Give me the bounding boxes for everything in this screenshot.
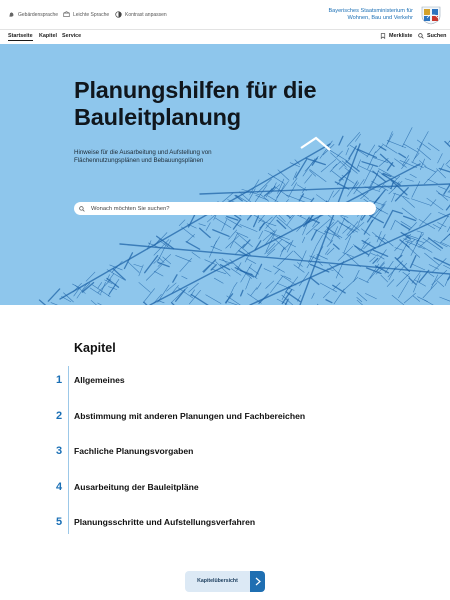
chapter-item-4[interactable]: [56, 473, 386, 493]
ministry-line-1: Bayerisches Staatsministerium für: [328, 8, 413, 14]
chapter-item-3[interactable]: [56, 437, 386, 457]
nav-kapitel[interactable]: Kapitel: [39, 33, 57, 39]
page-subtitle: [74, 149, 274, 165]
chapter-item-1[interactable]: [56, 366, 386, 386]
merkliste-label: Merkliste: [389, 33, 413, 39]
page-title: [74, 77, 394, 131]
chapter-label: Allgemeines: [74, 375, 125, 385]
main-nav: [0, 29, 450, 44]
bavarian-coat-of-arms-icon[interactable]: [418, 4, 444, 25]
bookmark-icon: [380, 33, 386, 39]
easy-language-link[interactable]: [63, 11, 109, 18]
chapter-number: 1: [56, 374, 63, 386]
chapter-item-5[interactable]: [56, 508, 386, 528]
nav-service[interactable]: Service: [62, 33, 82, 39]
chevron-right-icon: [250, 571, 265, 592]
chapter-item-2[interactable]: [56, 402, 386, 422]
merkliste-link[interactable]: [380, 33, 412, 39]
chapter-number: 4: [56, 480, 63, 493]
contrast-icon: [115, 11, 122, 18]
search-field-icon: [79, 206, 85, 212]
chapter-number: 5: [56, 516, 63, 528]
easy-language-icon: [63, 11, 70, 18]
sign-language-icon: [8, 11, 15, 18]
contrast-toggle[interactable]: [115, 11, 167, 18]
utility-bar: [0, 0, 450, 29]
search-bar[interactable]: [74, 202, 376, 215]
corner-arrow-decoration: [300, 136, 332, 162]
page-title-line-2: Bauleitplanung: [74, 104, 241, 130]
chapter-label: Fachliche Planungsvorgaben: [74, 446, 194, 456]
ministry-line-2: Wohnen, Bau und Verkehr: [347, 15, 413, 21]
search-link[interactable]: [418, 33, 446, 39]
search-label: Suchen: [427, 33, 447, 39]
chapter-label: Ausarbeitung der Bauleitpläne: [74, 481, 199, 492]
search-input[interactable]: [91, 206, 361, 212]
nav-startseite[interactable]: Startseite: [8, 33, 33, 39]
ministry-name[interactable]: [328, 8, 413, 22]
chapter-label: Abstimmung mit anderen Planungen und Fachbereichen: [74, 410, 306, 421]
contrast-label: Kontrast anpassen: [125, 11, 167, 18]
chapter-number: 2: [56, 409, 63, 422]
page-subtitle-line-2: Flächennutzungsplänen und Bebauungsplänen: [74, 157, 204, 164]
chapters-heading: Kapitel: [74, 341, 116, 355]
sign-language-link[interactable]: [8, 11, 58, 18]
sign-language-label: Gebärdensprache: [18, 11, 59, 18]
page-subtitle-line-1: Hinweise für die Ausarbeitung und Aufstellung von: [74, 149, 212, 156]
chapter-overview-label: Kapitelübersicht: [197, 578, 238, 584]
search-icon: [418, 33, 424, 39]
chapter-label: Planungsschritte und Aufstellungsverfahren: [74, 517, 256, 527]
chapter-number: 3: [56, 445, 63, 457]
page-title-line-1: Planungshilfen für die: [74, 77, 317, 103]
easy-language-label: Leichte Sprache: [73, 11, 110, 18]
hero-banner: [0, 44, 450, 305]
chapter-overview-button[interactable]: [185, 571, 265, 592]
